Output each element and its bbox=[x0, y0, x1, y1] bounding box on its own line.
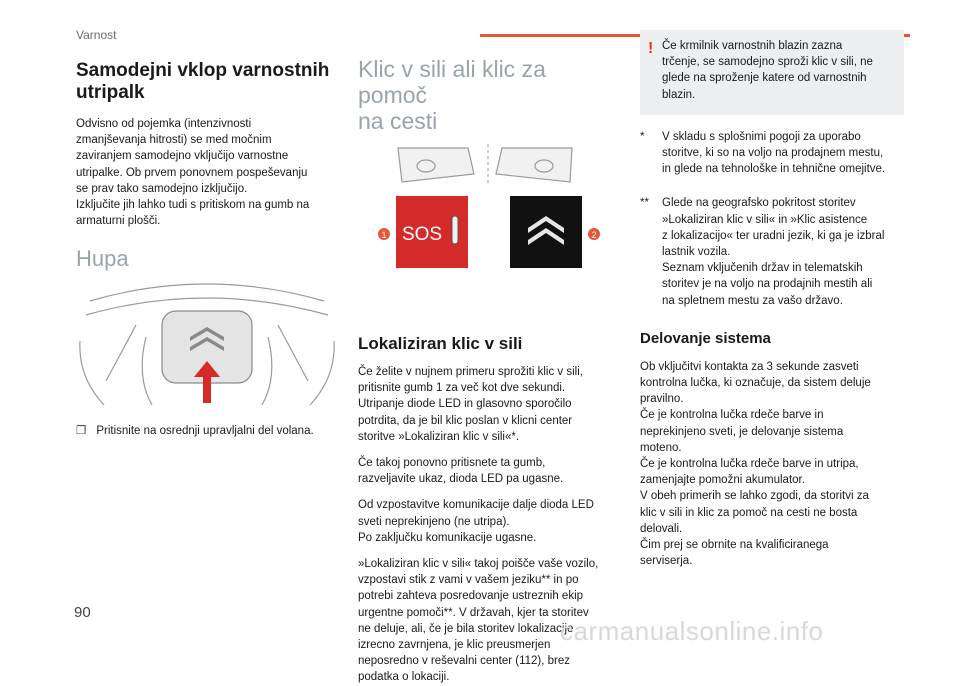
text-line: pritisnite gumb 1 za več kot dve sekundi. bbox=[358, 382, 566, 395]
horn-instruction-text: Pritisnite na osrednji upravljalni del volana. bbox=[96, 425, 314, 438]
text-line: trčenje, se samodejno sproži klic v sili, ne bbox=[662, 56, 873, 69]
column-left bbox=[76, 56, 338, 439]
column-right bbox=[640, 30, 904, 569]
title-line: na cesti bbox=[358, 108, 438, 134]
text-line: na spletnem mestu za vašo državo. bbox=[662, 294, 843, 307]
steering-wheel-illustration bbox=[76, 281, 338, 409]
text-line: ne deluje, ali, če je bila storitev lokalizacije bbox=[358, 622, 574, 635]
text-line: se prav tako samodejno izključijo. bbox=[76, 182, 248, 195]
text-line: urgentne pomoči**. V državah, kjer ta storitev bbox=[358, 606, 589, 619]
text-line: potrdita, da je bil klic poslan v klicni center bbox=[358, 414, 573, 427]
text-line: lastnik vozila. bbox=[662, 246, 731, 259]
localized-call-p2 bbox=[358, 455, 620, 487]
text-line: neprekinjeno sveti, je delovanje sistema bbox=[640, 425, 844, 438]
led-indicator bbox=[452, 216, 458, 244]
hazard-lights-title: Samodejni vklop varnostnih utripalk bbox=[76, 60, 330, 103]
column-middle bbox=[358, 56, 620, 686]
text-line: Odvisno od pojemka (intenzivnosti bbox=[76, 118, 252, 130]
text-line: zmanjševanja hitrosti) se med močnim bbox=[76, 134, 272, 147]
text-line: klic v sili in klic za pomoč na cesti ne bosta bbox=[640, 506, 858, 519]
footnote-2 bbox=[640, 195, 904, 308]
text-line: kontrolna lučka, ki označuje, da sistem deluje bbox=[640, 377, 871, 390]
footnote-mark: ** bbox=[640, 197, 649, 210]
text-line: Od vzpostavitve komunikacije dalje dioda LED bbox=[358, 499, 594, 512]
title-line: Klic v sili ali klic za pomoč bbox=[358, 56, 546, 108]
text-line: Ob vključitvi kontakta za 3 sekunde zasveti bbox=[640, 360, 859, 373]
text-line: potrebi zahteva posredovanje ustreznih ekip bbox=[358, 590, 584, 603]
text-line: Če je kontrolna lučka rdeče barve in bbox=[640, 409, 824, 422]
sos-text: SOS bbox=[401, 224, 443, 245]
section-label: Varnost bbox=[76, 28, 117, 42]
text-line: glede na sproženje katere od varnostnih bbox=[662, 72, 867, 85]
text-line: Če je kontrolna lučka rdeče barve in utripa, bbox=[640, 458, 859, 471]
text-line: sveti neprekinjeno (ne utripa). bbox=[358, 515, 510, 528]
svg-text:1: 1 bbox=[381, 230, 387, 240]
svg-text:2: 2 bbox=[591, 230, 597, 240]
text-line: utripalke. Ob prvem ponovnem pospeševanju bbox=[76, 166, 308, 179]
text-line: Glede na geografsko pokritost storitev bbox=[662, 197, 856, 210]
hazard-lights-text bbox=[76, 116, 338, 229]
text-line: serviserja. bbox=[640, 555, 693, 568]
warning-icon: ! bbox=[648, 40, 654, 57]
text-line: Po zaključku komunikacije ugasne. bbox=[358, 531, 537, 544]
footnote-mark: * bbox=[640, 130, 645, 143]
text-line: »Lokaliziran klic v sili« in »Klic asistence bbox=[662, 213, 868, 226]
text-line: storitev je na voljo na prodajnih mestih ali bbox=[662, 278, 873, 291]
text-line: neposredno v reševalni center (112), brez bbox=[358, 655, 571, 668]
text-line: storitve, ki so na voljo na prodajnem mestu, bbox=[662, 147, 884, 160]
text-line: in glede na tehnološke in tehnične omejitve. bbox=[662, 163, 886, 176]
text-line: storitve »Lokaliziran klic v sili«*. bbox=[358, 430, 520, 443]
text-line: Če krmilnik varnostnih blazin zazna bbox=[662, 40, 843, 52]
system-operation-title: Delovanje sistema bbox=[640, 329, 771, 347]
airbag-warning-box bbox=[640, 30, 904, 115]
watermark: carmanualsonline.info bbox=[560, 616, 824, 646]
localized-call-p1 bbox=[358, 364, 620, 445]
text-line: vzpostavi stik z vami v vašem jeziku** in po bbox=[358, 574, 579, 587]
footnote-1 bbox=[640, 129, 904, 178]
text-line: zamenjajte pomožni akumulator. bbox=[640, 474, 805, 487]
emergency-call-title bbox=[358, 56, 620, 134]
text-line: Izključite jih lahko tudi s pritiskom na gumb na bbox=[76, 199, 310, 212]
text-line: podatka o lokaciji. bbox=[358, 671, 450, 684]
horn-instruction bbox=[76, 423, 338, 439]
text-line: Utripanje diode LED in glasovno sporočilo bbox=[358, 398, 572, 411]
text-line: »Lokaliziran klic v sili« takoj poišče vaše vozilo, bbox=[358, 558, 599, 571]
text-line: delovali. bbox=[640, 522, 683, 535]
text-line: moteno. bbox=[640, 441, 682, 454]
checkbox-bullet-icon: ❒ bbox=[76, 425, 87, 438]
text-line: armaturni plošči. bbox=[76, 215, 161, 228]
sos-buttons-illustration bbox=[358, 144, 620, 272]
text-line: Če takoj ponovno pritisnete ta gumb, bbox=[358, 457, 546, 470]
text-line: izrecno zavrnjena, je klic preusmerjen bbox=[358, 639, 551, 652]
system-operation-text bbox=[640, 359, 904, 570]
text-line: Seznam vključenih držav in telematskih bbox=[662, 262, 863, 275]
text-line: V obeh primerih se lahko zgodi, da storitvi za bbox=[640, 490, 869, 503]
text-line: zaviranjem samodejno vključijo varnostne bbox=[76, 150, 289, 163]
text-line: blazin. bbox=[662, 88, 696, 101]
page-number: 90 bbox=[74, 604, 91, 621]
text-line: Če želite v nujnem primeru sprožiti klic v sili, bbox=[358, 366, 583, 378]
text-line: razveljavite ukaz, dioda LED pa ugasne. bbox=[358, 473, 564, 486]
text-line: V skladu s splošnimi pogoji za uporabo bbox=[662, 130, 861, 143]
text-line: z lokalizacijo« ter uradni jezik, ki ga je izbral bbox=[662, 229, 885, 242]
localized-call-p3 bbox=[358, 497, 620, 546]
horn-title: Hupa bbox=[76, 246, 129, 272]
text-line: Čim prej se obrnite na kvalificiranega bbox=[640, 539, 829, 552]
localized-call-title: Lokaliziran klic v sili bbox=[358, 334, 523, 353]
text-line: pravilno. bbox=[640, 393, 684, 406]
